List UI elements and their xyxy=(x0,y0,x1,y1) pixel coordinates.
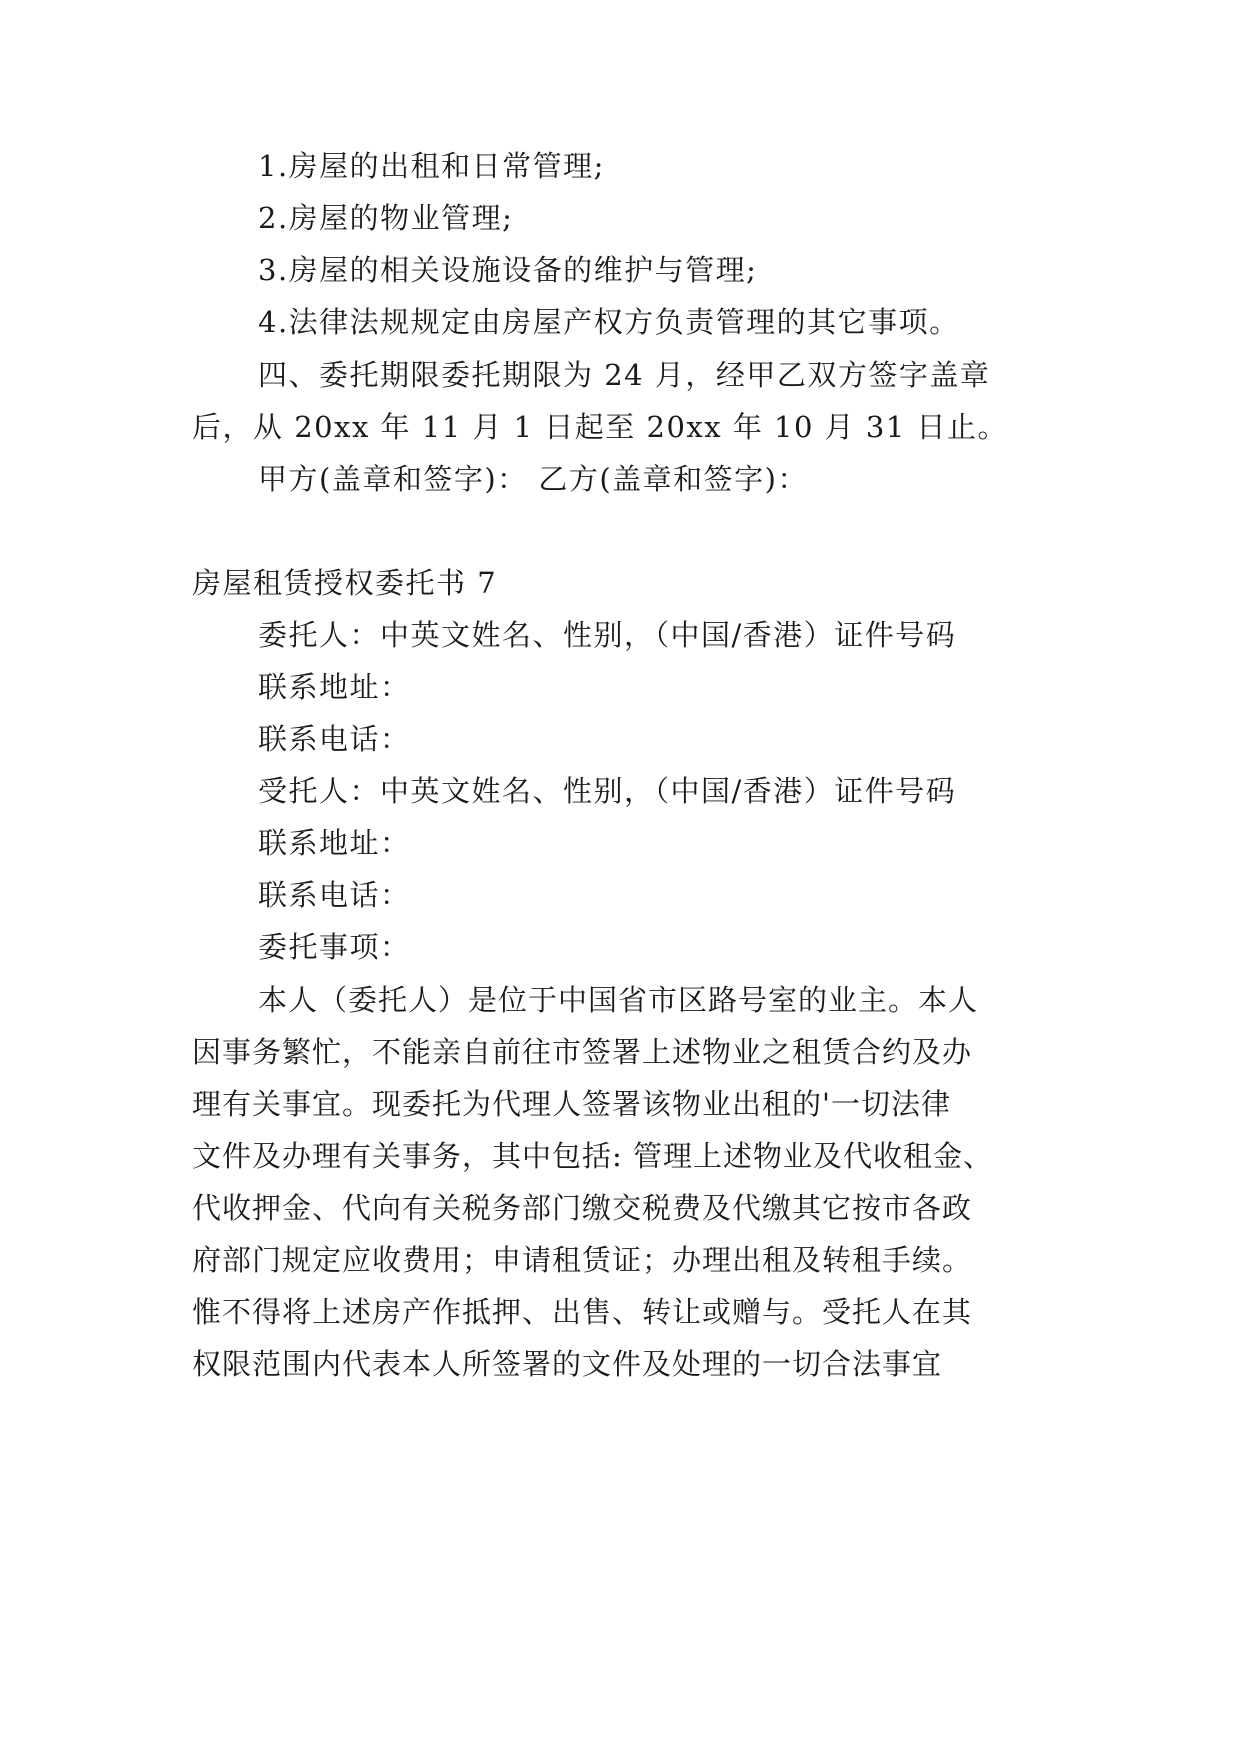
section-title: 房屋租赁授权委托书 7 xyxy=(192,566,498,600)
body-paragraph-line: 权限范围内代表本人所签署的文件及处理的一切合法事宜 xyxy=(192,1347,943,1381)
body-paragraph-line: 府部门规定应收费用；申请租赁证；办理出租及转租手续。 xyxy=(192,1243,973,1277)
body-paragraph-line: 代收押金、代向有关税务部门缴交税费及代缴其它按市各政 xyxy=(192,1191,973,1225)
body-paragraph-line: 理有关事宜。现委托为代理人签署该物业出租的'一切法律 xyxy=(192,1087,951,1121)
agent-address: 联系地址： xyxy=(258,826,411,860)
principal-line: 委托人：中英文姓名、性别，（中国/香港）证件号码 xyxy=(258,618,957,652)
agent-phone: 联系电话： xyxy=(258,878,411,912)
term-paragraph-line: 四、委托期限委托期限为 24 月，经甲乙双方签字盖章 xyxy=(258,358,991,392)
body-paragraph-line: 因事务繁忙，不能亲自前往市签署上述物业之租赁合约及办 xyxy=(192,1035,973,1069)
list-item: 4.法律法规规定由房屋产权方负责管理的其它事项。 xyxy=(258,305,960,339)
matters-heading: 委托事项： xyxy=(258,930,411,964)
agent-line: 受托人：中英文姓名、性别，（中国/香港）证件号码 xyxy=(258,774,957,808)
body-paragraph-line: 文件及办理有关事务，其中包括: 管理上述物业及代收租金、 xyxy=(192,1139,993,1173)
list-item: 1.房屋的出租和日常管理; xyxy=(258,149,605,183)
term-paragraph-line: 后，从 20xx 年 11 月 1 日起至 20xx 年 10 月 31 日止。 xyxy=(192,410,1008,444)
signature-line: 甲方(盖章和签字)： 乙方(盖章和签字)： xyxy=(258,462,808,496)
principal-phone: 联系电话： xyxy=(258,722,411,756)
principal-address: 联系地址： xyxy=(258,670,411,704)
body-paragraph-line: 本人（委托人）是位于中国省市区路号室的业主。本人 xyxy=(258,983,979,1017)
body-paragraph-line: 惟不得将上述房产作抵押、出售、转让或赠与。受托人在其 xyxy=(192,1295,973,1329)
list-item: 2.房屋的物业管理; xyxy=(258,201,514,235)
list-item: 3.房屋的相关设施设备的维护与管理; xyxy=(258,253,758,287)
